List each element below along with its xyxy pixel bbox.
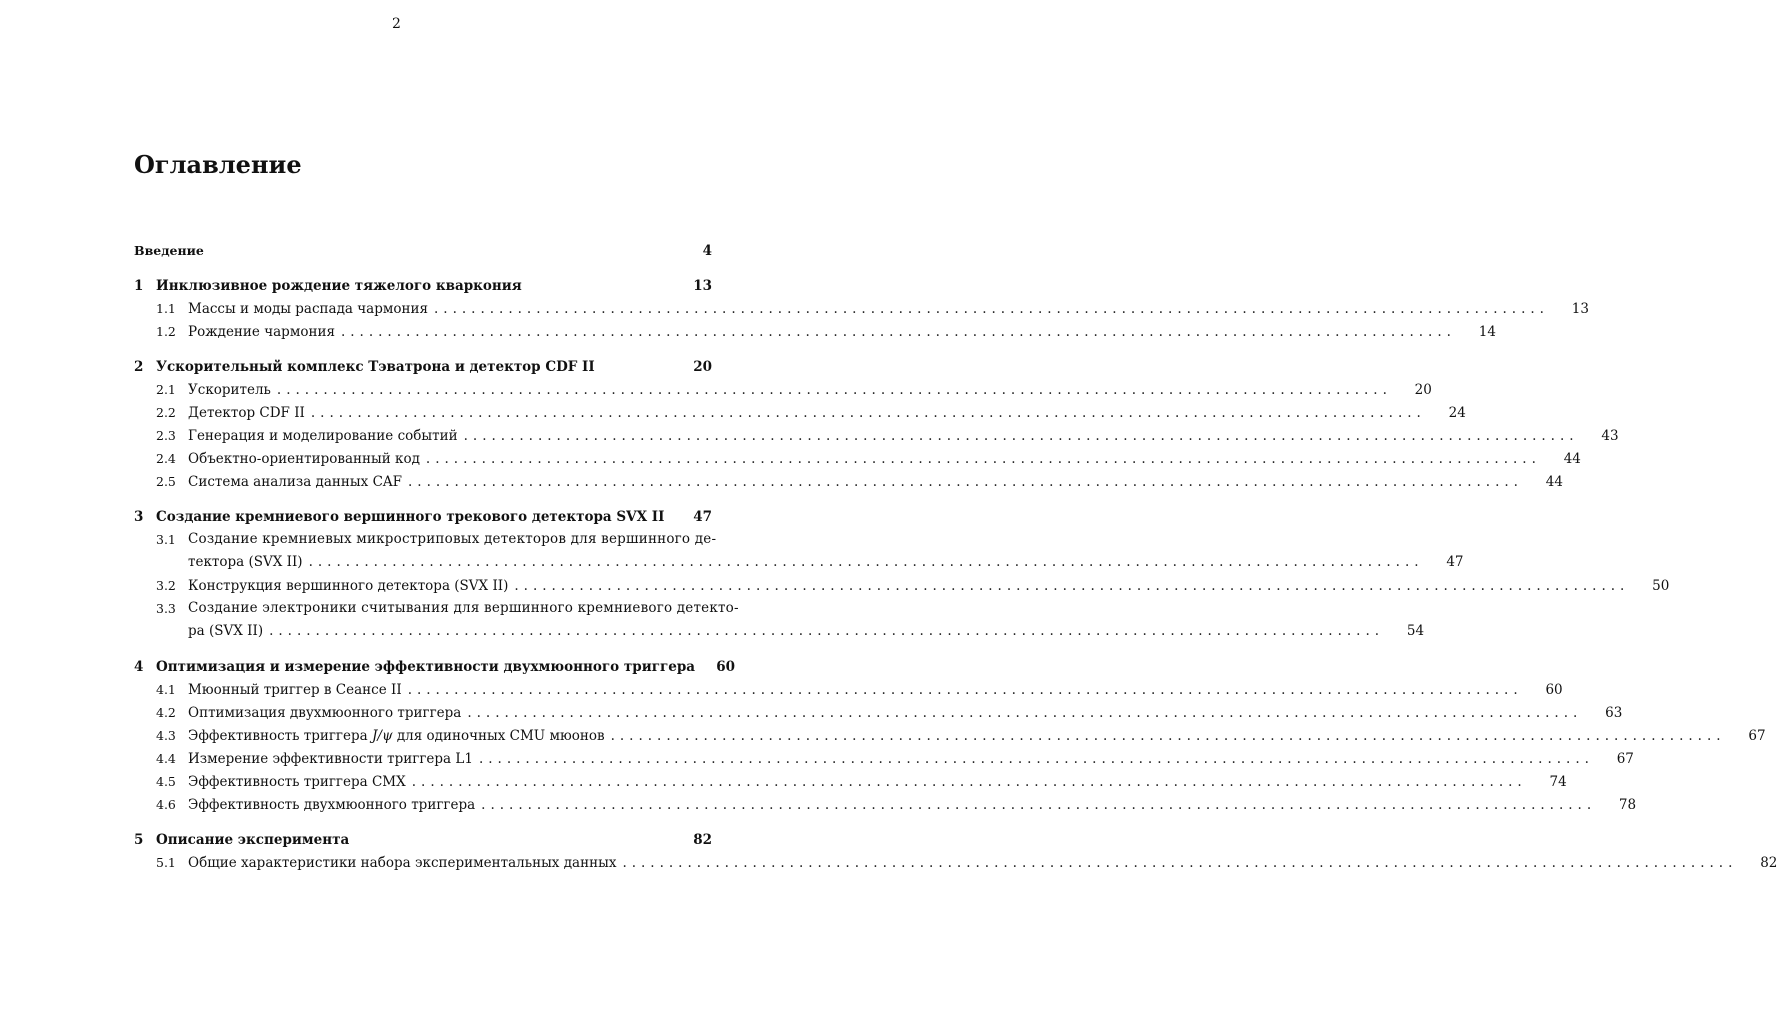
section-number: 3.3 [156, 601, 176, 616]
section-number: 1.2 [156, 324, 176, 339]
section-title: Генерация и моделирование событий [188, 428, 458, 444]
toc-section-2-2[interactable] [134, 401, 1466, 424]
section-title-pre: Эффективность триггера [188, 728, 372, 744]
section-number: 4.5 [156, 774, 176, 789]
section-title-line2: ра (SVX II) [188, 623, 264, 639]
toc-chapter-5[interactable] [134, 829, 712, 851]
leader-dots: ........................................................................................................................ [408, 474, 1523, 490]
section-page: 43 [1601, 428, 1619, 444]
leader-dots: ........................................................................................................................ [340, 324, 1456, 340]
section-title: Объектно-ориентированный код [188, 451, 420, 467]
toc-section-2-4[interactable] [134, 447, 1581, 470]
leader-dots: ........................................................................................................................ [481, 797, 1597, 813]
section-title: Система анализа данных CAF [188, 474, 403, 490]
section-title-line1: Создание электроники считывания для вершинного кремниевого детекто- [188, 600, 739, 616]
leader-dots: ........................................................................................................................ [276, 382, 1392, 398]
toc-section-2-5[interactable] [134, 470, 1563, 493]
toc-chapter-2[interactable] [134, 356, 712, 378]
leader-dots: ........................................................................................................................ [308, 554, 1424, 570]
toc-section-2-1[interactable] [134, 378, 1432, 401]
section-title: Эффективность триггера CMX [188, 774, 406, 790]
chapter-page: 60 [716, 659, 736, 675]
chapter-page: 47 [693, 509, 712, 525]
chapter-title: Ускорительный комплекс Тэватрона и детектор CDF II [156, 359, 595, 375]
leader-dots: ........................................................................................................................ [434, 301, 1549, 317]
section-title: Ускоритель [188, 382, 271, 398]
section-page: 60 [1545, 682, 1563, 698]
toc-section-3-2[interactable] [134, 574, 1670, 597]
section-title: Конструкция вершинного детектора (SVX II) [188, 578, 509, 594]
section-page: 74 [1549, 774, 1567, 790]
section-number: 3.2 [156, 578, 176, 593]
leader-dots: ........................................................................................................................ [622, 855, 1738, 871]
leader-dots: ........................................................................................................................ [467, 705, 1583, 721]
section-page: 13 [1571, 301, 1589, 317]
chapter-number: 1 [134, 278, 144, 294]
section-title: Измерение эффективности триггера L1 [188, 751, 473, 767]
toc-chapter-4[interactable] [134, 656, 736, 678]
section-number: 2.3 [156, 428, 176, 443]
leader-dots: ........................................................................................................................ [407, 682, 1523, 698]
section-number: 4.4 [156, 751, 176, 766]
section-number: 2.2 [156, 405, 176, 420]
section-page: 14 [1478, 324, 1496, 340]
section-page: 47 [1446, 554, 1464, 570]
section-page: 44 [1545, 474, 1563, 490]
toc-section-4-4[interactable] [134, 747, 1634, 770]
intro-page: 4 [702, 243, 712, 259]
section-number: 5.1 [156, 855, 176, 870]
section-title: Массы и моды распада чармония [188, 301, 429, 317]
leader-dots: ........................................................................................................................ [411, 774, 1527, 790]
jpsi-symbol: J/ψ [371, 728, 393, 744]
section-page: 67 [1748, 728, 1766, 744]
chapter-page: 82 [693, 832, 712, 848]
section-number: 4.2 [156, 705, 176, 720]
section-number: 3.1 [156, 532, 176, 547]
section-page: 67 [1616, 751, 1634, 767]
leader-dots: ........................................................................................................................ [514, 578, 1630, 594]
section-page: 44 [1563, 451, 1581, 467]
section-title [188, 725, 605, 748]
leader-dots: ........................................................................................................................ [310, 405, 1426, 421]
toc-section-4-3[interactable] [134, 724, 1766, 747]
leader-dots: ........................................................................................................................ [478, 751, 1594, 767]
toc-section-4-6[interactable] [134, 793, 1637, 816]
section-page: 50 [1652, 578, 1670, 594]
toc-intro[interactable] [134, 240, 712, 262]
toc-chapter-1[interactable] [134, 275, 712, 297]
chapter-title: Оптимизация и измерение эффективности двухмюонного триггера [156, 659, 696, 675]
chapter-number: 3 [134, 509, 144, 525]
toc-chapter-3[interactable] [134, 506, 712, 528]
section-number: 4.1 [156, 682, 176, 697]
section-title-post: для одиночных CMU мюонов [392, 728, 605, 744]
chapter-title: Инклюзивное рождение тяжелого кваркония [156, 278, 522, 294]
section-page: 20 [1414, 382, 1432, 398]
toc-section-1-2[interactable] [134, 320, 1496, 343]
section-title-line1: Создание кремниевых микростриповых детекторов для вершинного де- [188, 531, 717, 547]
section-title: Детектор CDF II [188, 405, 305, 421]
leader-dots: ........................................................................................................................ [610, 728, 1726, 744]
section-title: Оптимизация двухмюонного триггера [188, 705, 462, 721]
leader-dots: ........................................................................................................................ [269, 623, 1385, 639]
section-page: 63 [1605, 705, 1623, 721]
chapter-title: Создание кремниевого вершинного трекового детектора SVX II [156, 509, 665, 525]
page-number: 2 [392, 16, 401, 32]
section-page: 54 [1406, 623, 1425, 639]
leader-dots: ........................................................................................................................ [425, 451, 1541, 467]
section-number: 2.4 [156, 451, 176, 466]
toc-section-3-1[interactable] [134, 528, 1464, 574]
section-number: 1.1 [156, 301, 176, 316]
section-title: Эффективность двухмюонного триггера [188, 797, 476, 813]
toc-section-4-1[interactable] [134, 678, 1563, 701]
chapter-number: 4 [134, 659, 144, 675]
chapter-page: 20 [693, 359, 712, 375]
chapter-page: 13 [693, 278, 712, 294]
toc-section-2-3[interactable] [134, 424, 1619, 447]
leader-dots: ........................................................................................................................ [463, 428, 1579, 444]
page-title: Оглавление [134, 150, 302, 179]
section-page: 82 [1760, 855, 1777, 871]
chapter-number: 5 [134, 832, 144, 848]
section-title-line2: тектора (SVX II) [188, 554, 303, 570]
section-number: 4.3 [156, 728, 176, 743]
section-page: 24 [1448, 405, 1466, 421]
toc-section-1-1[interactable] [134, 297, 1589, 320]
chapter-number: 2 [134, 359, 144, 375]
table-of-contents [134, 240, 1777, 874]
section-number: 2.5 [156, 474, 176, 489]
chapter-title: Описание эксперимента [156, 832, 350, 848]
section-title: Общие характеристики набора экспериментальных данных [188, 855, 617, 871]
toc-section-5-1[interactable] [134, 851, 1777, 874]
toc-section-3-3[interactable] [134, 597, 1425, 643]
intro-title: Введение [134, 243, 204, 258]
toc-section-4-2[interactable] [134, 701, 1623, 724]
section-number: 2.1 [156, 382, 176, 397]
section-title: Мюонный триггер в Сеансе II [188, 682, 402, 698]
section-number: 4.6 [156, 797, 176, 812]
section-page: 78 [1618, 797, 1637, 813]
toc-section-4-5[interactable] [134, 770, 1567, 793]
section-title: Рождение чармония [188, 324, 335, 340]
